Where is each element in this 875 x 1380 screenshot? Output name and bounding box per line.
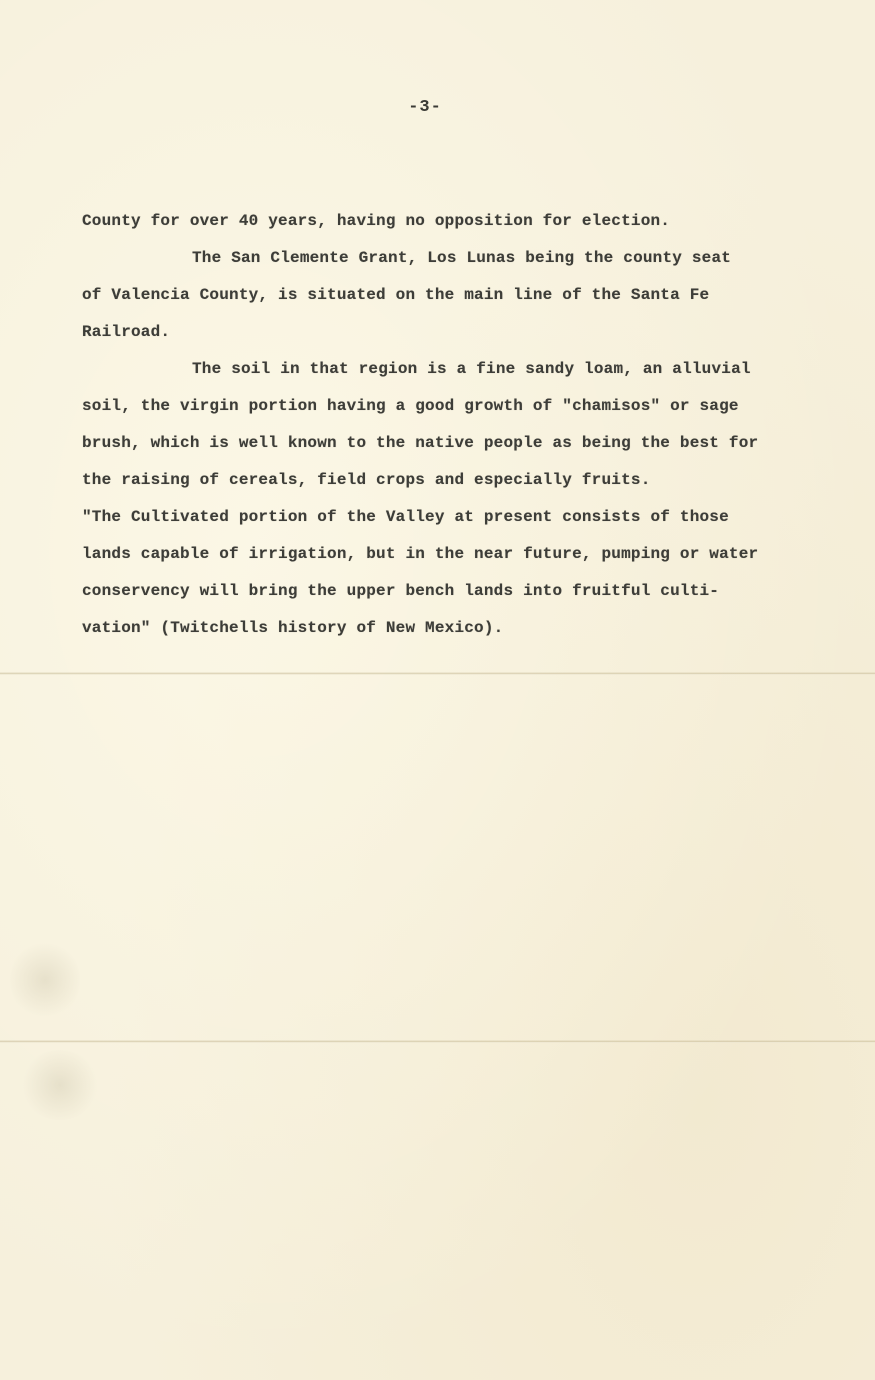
text-line: County for over 40 years, having no opposition for election. [82, 212, 671, 230]
text-line: The San Clemente Grant, Los Lunas being the county seat [192, 249, 732, 267]
text-line: of Valencia County, is situated on the main line of the Santa Fe [82, 286, 710, 304]
body-text [82, 203, 862, 647]
paper-stain [10, 940, 80, 1020]
page-number: -3- [408, 98, 442, 117]
text-line: lands capable of irrigation, but in the near future, pumping or water [82, 545, 759, 563]
text-line: Railroad. [82, 323, 171, 341]
text-line: the raising of cereals, field crops and especially fruits. [82, 471, 651, 489]
paper-fold-upper [0, 672, 875, 675]
text-line: conservency will bring the upper bench lands into fruitful culti- [82, 582, 720, 600]
text-line: "The Cultivated portion of the Valley at present consists of those [82, 508, 729, 526]
paper-fold-lower [0, 1040, 875, 1043]
text-line: vation" (Twitchells history of New Mexico). [82, 619, 504, 637]
text-line: soil, the virgin portion having a good growth of "chamisos" or sage [82, 397, 739, 415]
paper-stain [20, 1050, 100, 1120]
text-line: The soil in that region is a fine sandy loam, an alluvial [192, 360, 751, 378]
text-line: brush, which is well known to the native people as being the best for [82, 434, 759, 452]
